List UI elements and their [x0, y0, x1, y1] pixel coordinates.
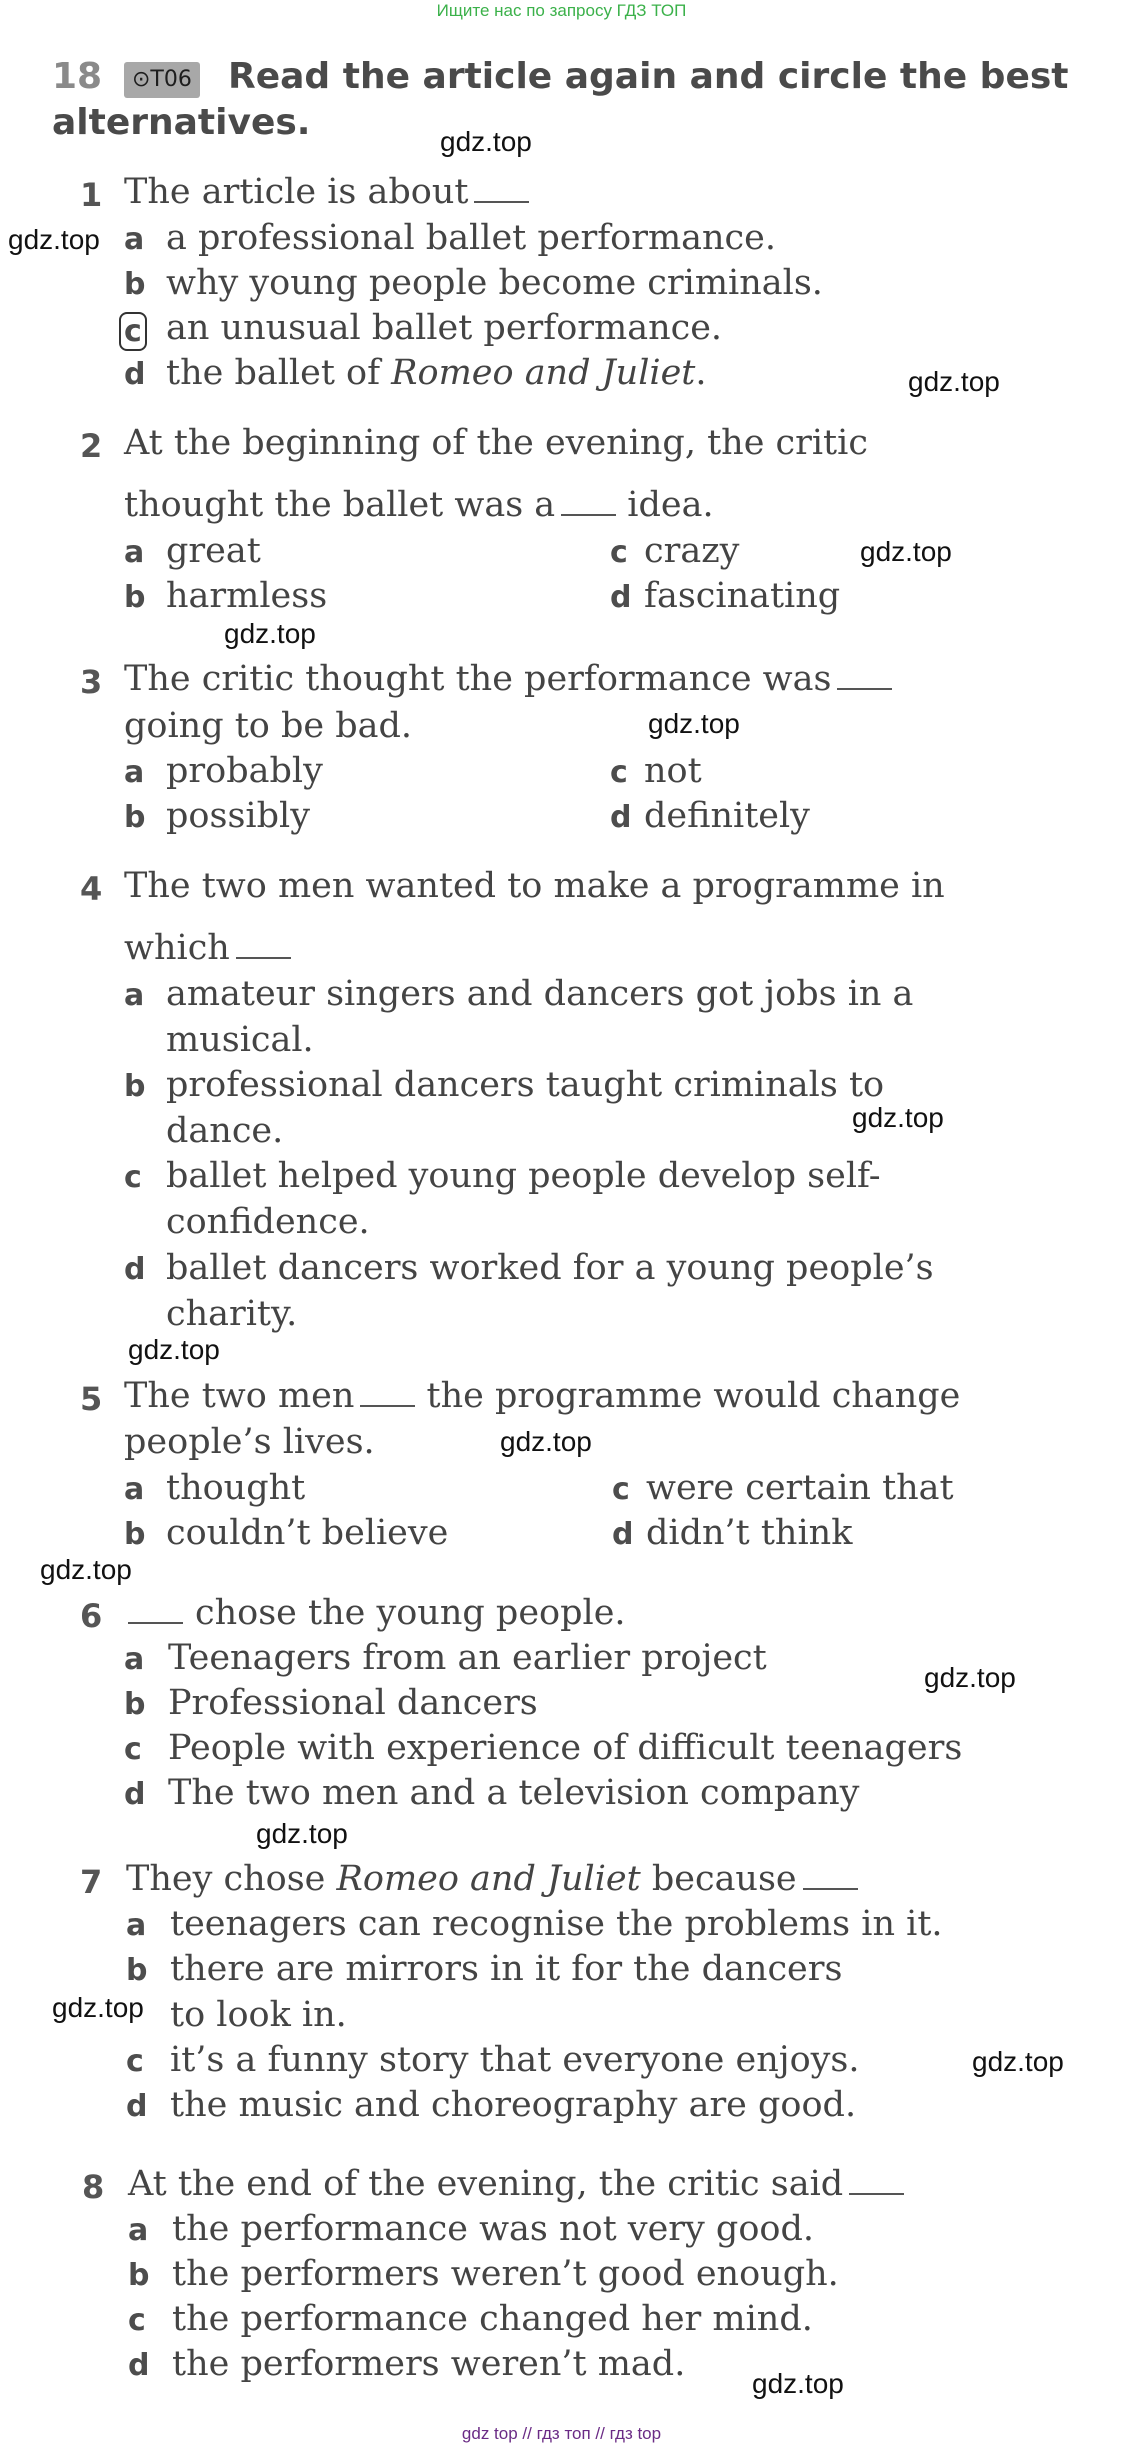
- question-number: 5: [80, 1380, 103, 1418]
- option-letter-a: a: [124, 978, 145, 1013]
- watermark: gdz.top: [924, 1662, 1016, 1693]
- question-stem: chose the young people.: [124, 1591, 626, 1635]
- option-text: amateur singers and dancers got jobs in a: [166, 974, 914, 1014]
- option-letter-c: c: [124, 1732, 142, 1767]
- option-letter-c: c: [128, 2303, 146, 2338]
- question-stem: At the end of the evening, the critic said: [128, 2162, 904, 2206]
- question-stem: people’s lives.: [124, 1422, 375, 1462]
- option-letter-b: b: [124, 1069, 146, 1104]
- watermark: gdz.top: [40, 1554, 132, 1585]
- option-text: were certain that: [646, 1468, 954, 1508]
- option-letter-a: a: [126, 1908, 147, 1943]
- question-stem: thought the ballet was a idea.: [124, 485, 714, 525]
- question-number: 2: [80, 427, 103, 465]
- option-letter-b: b: [126, 1953, 148, 1988]
- watermark: gdz.top: [440, 126, 532, 157]
- option-text: ballet dancers worked for a young people’s: [166, 1248, 934, 1288]
- option-text: the ballet of Romeo and Juliet.: [166, 353, 707, 393]
- option-text: definitely: [644, 796, 810, 836]
- answer-blank: [849, 2167, 904, 2195]
- answer-blank: [561, 488, 616, 516]
- answer-blank: [837, 662, 892, 690]
- watermark: gdz.top: [752, 2368, 844, 2399]
- watermark: gdz.top: [500, 1426, 592, 1457]
- option-letter-d: d: [612, 1517, 634, 1552]
- watermark: gdz.top: [8, 224, 100, 255]
- option-text: the music and choreography are good.: [170, 2085, 857, 2125]
- option-text: fascinating: [644, 576, 841, 616]
- option-letter-a: a: [124, 755, 145, 790]
- option-letter-b: b: [124, 1687, 146, 1722]
- option-text: not: [644, 751, 702, 791]
- option-text: the performance changed her mind.: [172, 2299, 813, 2339]
- option-letter-a: a: [128, 2213, 149, 2248]
- option-text: harmless: [166, 576, 328, 616]
- option-letter-d: d: [124, 1777, 146, 1812]
- question-stem: At the beginning of the evening, the critic: [124, 423, 868, 463]
- option-text: crazy: [644, 531, 740, 571]
- option-letter-c: c: [610, 755, 628, 790]
- option-letter-d: d: [610, 800, 632, 835]
- option-text: the performers weren’t mad.: [172, 2344, 686, 2384]
- answer-blank: [360, 1379, 415, 1407]
- question-number: 6: [80, 1597, 103, 1635]
- option-text: musical.: [166, 1020, 314, 1060]
- option-text: didn’t think: [646, 1513, 853, 1553]
- question-stem: going to be bad.: [124, 706, 413, 746]
- watermark: gdz.top: [224, 618, 316, 649]
- option-letter-c: c: [612, 1472, 630, 1507]
- option-text: Teenagers from an earlier project: [168, 1638, 767, 1678]
- question-number: 4: [80, 870, 103, 908]
- option-letter-b: b: [124, 580, 146, 615]
- watermark: gdz.top: [648, 708, 740, 739]
- question-number: 3: [80, 663, 103, 701]
- option-text: The two men and a television company: [168, 1773, 860, 1813]
- watermark: gdz.top: [128, 1334, 220, 1365]
- option-text: teenagers can recognise the problems in it.: [170, 1904, 943, 1944]
- option-letter-c: c: [610, 535, 628, 570]
- option-letter-d: d: [610, 580, 632, 615]
- option-text: the performance was not very good.: [172, 2209, 814, 2249]
- option-text: probably: [166, 751, 323, 791]
- question-stem: The two men wanted to make a programme in: [124, 866, 945, 906]
- question-stem: which: [124, 926, 291, 970]
- option-letter-c: c: [126, 2044, 144, 2079]
- option-text: dance.: [166, 1111, 284, 1151]
- answer-blank: [236, 931, 291, 959]
- option-letter-b: b: [124, 267, 146, 302]
- audio-track-badge: ⊙T06: [124, 62, 200, 98]
- watermark: gdz.top: [256, 1818, 348, 1849]
- option-letter-b: b: [124, 800, 146, 835]
- watermark: gdz.top: [860, 536, 952, 567]
- option-letter-c: c: [124, 1160, 142, 1195]
- question-stem: The two men the programme would change: [124, 1376, 961, 1416]
- option-letter-d: d: [124, 1252, 146, 1287]
- option-text: why young people become criminals.: [166, 263, 823, 303]
- question-stem: The article is about: [124, 170, 529, 214]
- watermark: gdz.top: [52, 1992, 144, 2023]
- option-text: a professional ballet performance.: [166, 218, 776, 258]
- question-number: 8: [82, 2168, 105, 2206]
- option-letter-d: d: [128, 2348, 150, 2383]
- option-text: there are mirrors in it for the dancers: [170, 1949, 843, 1989]
- option-letter-d: d: [124, 357, 146, 392]
- option-letter-a: a: [124, 222, 145, 257]
- option-text: Professional dancers: [168, 1683, 538, 1723]
- top-banner[interactable]: Ищите нас по запросу ГДЗ ТОП: [436, 1, 687, 20]
- option-text: charity.: [166, 1294, 298, 1334]
- option-text: confidence.: [166, 1202, 370, 1242]
- option-text: great: [166, 531, 261, 571]
- option-text: to look in.: [170, 1995, 347, 2035]
- answer-blank: [803, 1862, 858, 1890]
- question-stem: They chose Romeo and Juliet because: [126, 1857, 858, 1901]
- footer-links[interactable]: gdz top // гдз топ // гдз top: [461, 2424, 662, 2443]
- question-stem: The critic thought the performance was: [124, 657, 892, 701]
- watermark: gdz.top: [908, 366, 1000, 397]
- option-letter-a: a: [124, 1642, 145, 1677]
- option-text: professional dancers taught criminals to: [166, 1065, 885, 1105]
- watermark: gdz.top: [852, 1102, 944, 1133]
- option-letter-d: d: [126, 2089, 148, 2124]
- option-letter-c-circled[interactable]: c: [119, 312, 147, 351]
- option-text: an unusual ballet performance.: [166, 308, 723, 348]
- option-text: People with experience of difficult teenagers: [168, 1728, 963, 1768]
- option-text: thought: [166, 1468, 306, 1508]
- option-text: possibly: [166, 796, 310, 836]
- answer-blank: [474, 175, 529, 203]
- option-text: the performers weren’t good enough.: [172, 2254, 839, 2294]
- watermark: gdz.top: [972, 2046, 1064, 2077]
- option-letter-b: b: [124, 1517, 146, 1552]
- option-letter-a: a: [124, 1472, 145, 1507]
- exercise-instruction: Read the article again and circle the best alternatives.: [52, 56, 1069, 143]
- exercise-number: 18: [52, 56, 103, 97]
- option-letter-a: a: [124, 535, 145, 570]
- option-letter-b: b: [128, 2258, 150, 2293]
- answer-blank: [128, 1596, 183, 1624]
- question-number: 7: [80, 1863, 103, 1901]
- option-text: couldn’t believe: [166, 1513, 449, 1553]
- option-text: it’s a funny story that everyone enjoys.: [170, 2040, 860, 2080]
- question-number: 1: [80, 176, 103, 214]
- option-text: ballet helped young people develop self-: [166, 1156, 881, 1196]
